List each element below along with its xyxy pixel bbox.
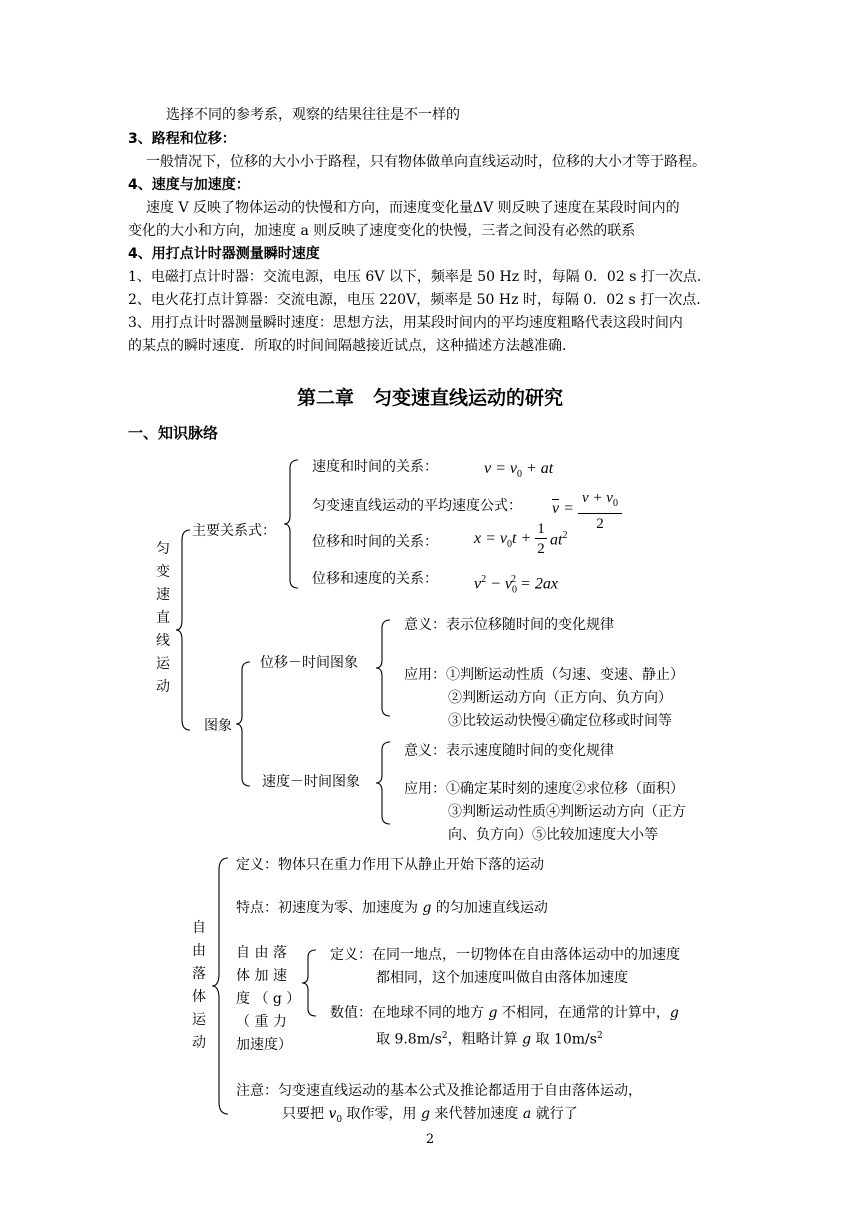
g-value-1: 数值：在地球不同的地方 g 不相同，在通常的计算中，g (330, 1005, 679, 1021)
relation-label: 位移和时间的关系： (312, 534, 438, 550)
text-line: 选择不同的参考系，观察的结果往往是不一样的 (166, 107, 460, 123)
g-definition-2: 都相同，这个加速度叫做自由落体加速度 (376, 970, 628, 986)
brace-g (304, 950, 318, 1016)
xt-meaning: 意义：表示位移随时间的变化规律 (404, 617, 614, 633)
formula-half-fraction: $\frac{1}{2}$ (535, 520, 547, 559)
page-number: 2 (425, 1132, 435, 1147)
formula-velocity-time: $v = v_0$ + at (484, 460, 554, 481)
formula-at2: $at^2$ (550, 530, 568, 549)
brace-relations (286, 460, 300, 588)
xt-graph-label: 位移－时间图象 (260, 655, 358, 671)
vt-application-3: 向、负方向）⑤比较加速度大小等 (448, 827, 658, 843)
text-line: 的某点的瞬时速度．所取的时间间隔越接近试点，这种描述方法越准确． (128, 338, 576, 354)
freefall-definition: 定义：物体只在重力作用下从静止开始下落的运动 (236, 857, 544, 873)
g-label-line: （ 重 力 (236, 1014, 287, 1030)
vt-application-2: ③判断运动性质④判断运动方向（正方 (448, 804, 686, 820)
brace-graphs (238, 662, 252, 786)
text-line: 一般情况下，位移的大小小于路程，只有物体做单向直线运动时，位移的大小才等于路程。 (146, 154, 706, 170)
g-label-line: 体 加 速 (236, 968, 287, 984)
g-label-line: 自 由 落 (236, 945, 287, 961)
brace-vt (378, 742, 392, 824)
heading-path-displacement: 3、路程和位移： (128, 131, 236, 147)
tree-root-label: 匀变速直线运动 (156, 541, 170, 695)
vt-graph-label: 速度－时间图象 (262, 774, 360, 790)
g-definition-1: 定义：在同一地点，一切物体在自由落体运动中的加速度 (330, 947, 680, 963)
formula-avg-velocity-fraction: $\frac{v + v_0}{2}$ (578, 489, 622, 534)
vt-application-1: 应用：①确定某时刻的速度②求位移（面积） (404, 781, 684, 797)
freefall-root-label: 自由落体运动 (192, 920, 206, 1051)
heading-timer: 4、用打点计时器测量瞬时速度 (128, 246, 320, 262)
relation-label: 位移和速度的关系： (312, 571, 438, 587)
text-line: 速度 V 反映了物体运动的快慢和方向，而速度变化量ΔV 则反映了速度在某段时间内的 (146, 200, 680, 216)
text-line: 2、电火花打点计算器：交流电源，电压 220V，频率是 50 Hz 时，每隔 0．02 s 打一次点． (128, 292, 711, 308)
heading-velocity-acceleration: 4、速度与加速度： (128, 177, 250, 193)
section-title: 一、知识脉络 (128, 424, 219, 442)
main-relations-label: 主要关系式： (192, 523, 276, 539)
formula-displacement-time: $x = v_0t$ + (474, 530, 532, 551)
formula-velocity-displacement: $v^2 - v_0^2 = 2ax$ (474, 574, 558, 596)
xt-application-2: ②判断运动方向（正方向、负方向） (448, 690, 672, 706)
text-line: 变化的大小和方向，加速度 a 则反映了速度变化的快慢，三者之间没有必然的联系 (128, 223, 636, 239)
text-line: 1、电磁打点计时器：交流电源，电压 6V 以下，频率是 50 Hz 时，每隔 0．02 s 打一次点． (128, 269, 711, 285)
xt-application-1: 应用：①判断运动性质（匀速、变速、静止） (404, 667, 684, 683)
relation-label: 速度和时间的关系： (312, 459, 438, 475)
brace-root (178, 530, 192, 730)
vt-meaning: 意义：表示速度随时间的变化规律 (404, 743, 614, 759)
formula-avg-velocity-lhs: $\overline{v}$ = (552, 500, 574, 517)
brace-xt (378, 620, 392, 716)
chapter-title: 第二章 匀变速直线运动的研究 (296, 387, 563, 409)
freefall-note-1: 注意：匀变速直线运动的基本公式及推论都适用于自由落体运动， (236, 1083, 642, 1099)
g-value-2: 取 $9.8m/s^2$，粗略计算 g 取 $10m/s^2$ (376, 1031, 603, 1048)
brace-freefall (214, 858, 230, 1114)
freefall-note-2: 只要把 $v_0$ 取作零，用 g 来代替加速度 a 就行了 (282, 1106, 578, 1125)
xt-application-3: ③比较运动快慢④确定位移或时间等 (448, 713, 672, 729)
g-label-line: 度 （ g ） (236, 991, 301, 1007)
g-label-line: 加速度） (236, 1037, 292, 1053)
text-line: 3、用打点计时器测量瞬时速度：思想方法，用某段时间内的平均速度粗略代表这段时间内 (128, 315, 683, 331)
graph-label: 图象 (204, 718, 232, 734)
relation-label: 匀变速直线运动的平均速度公式： (312, 498, 522, 514)
freefall-feature: 特点：初速度为零、加速度为 g 的匀加速直线运动 (236, 900, 548, 916)
